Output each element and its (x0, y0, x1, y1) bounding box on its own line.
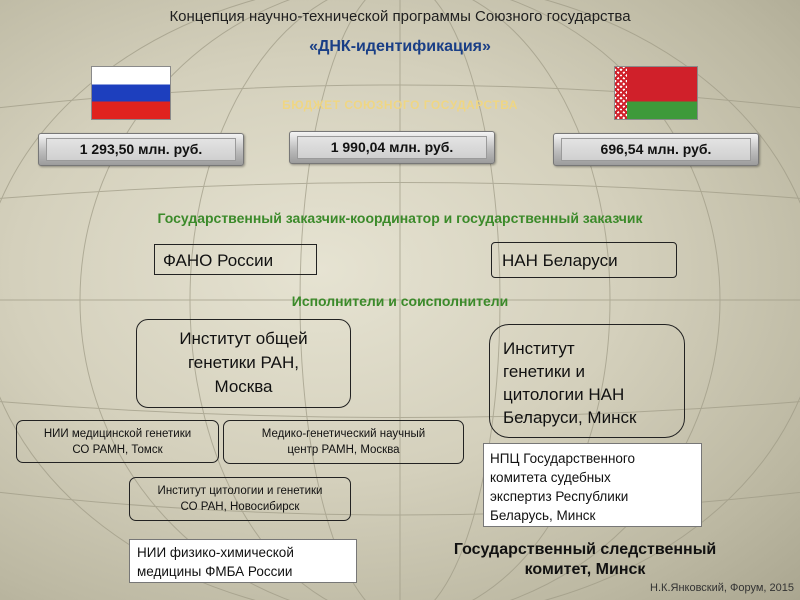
executor-ru-fmba-line2: медицины ФМБА России (137, 564, 293, 579)
executor-ru-main-line3: Москва (214, 377, 273, 396)
customers-label: Государственный заказчик-координатор и государственный заказчик (157, 210, 643, 226)
executor-ru-main-line2: генетики РАН, (187, 353, 300, 372)
budget-union (289, 131, 495, 164)
budget-russia (38, 133, 244, 166)
executor-by-npc (483, 443, 702, 527)
executor-by-main-line2: генетики и (503, 362, 585, 381)
executor-ru-tomsk-line1: НИИ медицинской генетики (43, 428, 192, 440)
executor-ru-novosibirsk-line1: Институт цитологии и генетики (157, 485, 323, 497)
executor-by-committee (420, 540, 750, 580)
executor-ru-novosibirsk (129, 477, 351, 521)
executor-by-committee-line2: комитет, Минск (524, 561, 646, 578)
executor-by-npc-line3: экспертиз Республики (490, 489, 629, 504)
executor-by-npc-line4: Беларусь, Минск (490, 508, 596, 523)
budget-label: БЮДЖЕТ СОЮЗНОГО ГОСУДАРСТВА (282, 98, 518, 112)
budget-union-value: 1 990,04 млн. руб. (297, 136, 487, 159)
budget-belarus-value: 696,54 млн. руб. (561, 138, 751, 161)
slide-subtitle: «ДНК-идентификация» (309, 38, 491, 55)
executors-label: Исполнители и соисполнители (291, 293, 509, 309)
executor-ru-tomsk (16, 420, 219, 463)
executor-by-main-line1: Институт (503, 339, 575, 358)
executor-ru-moscow-center-line1: Медико-генетический научный (261, 428, 426, 440)
executor-ru-main-line1: Институт общей (179, 329, 308, 348)
executor-ru-moscow-center (223, 420, 464, 464)
footer-author: Н.К.Янковский, Форум, 2015 (650, 582, 794, 594)
budget-belarus (553, 133, 759, 166)
executor-ru-tomsk-line2: СО РАМН, Томск (72, 444, 163, 456)
executor-ru-fmba-line1: НИИ физико-химической (137, 545, 294, 560)
executor-by-committee-line1: Государственный следственный (453, 541, 717, 558)
slide-title: Концепция научно-технической программы Союзного государства (169, 8, 631, 25)
executor-ru-novosibirsk-line2: СО РАН, Новосибирск (180, 501, 300, 513)
executor-by-npc-line1: НПЦ Государственного (490, 451, 636, 466)
customer-belarus: НАН Беларуси (491, 242, 677, 278)
executor-ru-moscow-center-line2: центр РАМН, Москва (287, 444, 400, 456)
customer-russia: ФАНО России (154, 244, 317, 275)
executor-by-npc-line2: комитета судебных (490, 470, 611, 485)
executor-by-main (489, 324, 685, 438)
executor-by-main-line4: Беларуси, Минск (503, 408, 637, 427)
executor-by-main-line3: цитологии НАН (503, 385, 625, 404)
budget-russia-value: 1 293,50 млн. руб. (46, 138, 236, 161)
executor-ru-main (136, 319, 351, 408)
executor-ru-fmba (129, 539, 357, 583)
